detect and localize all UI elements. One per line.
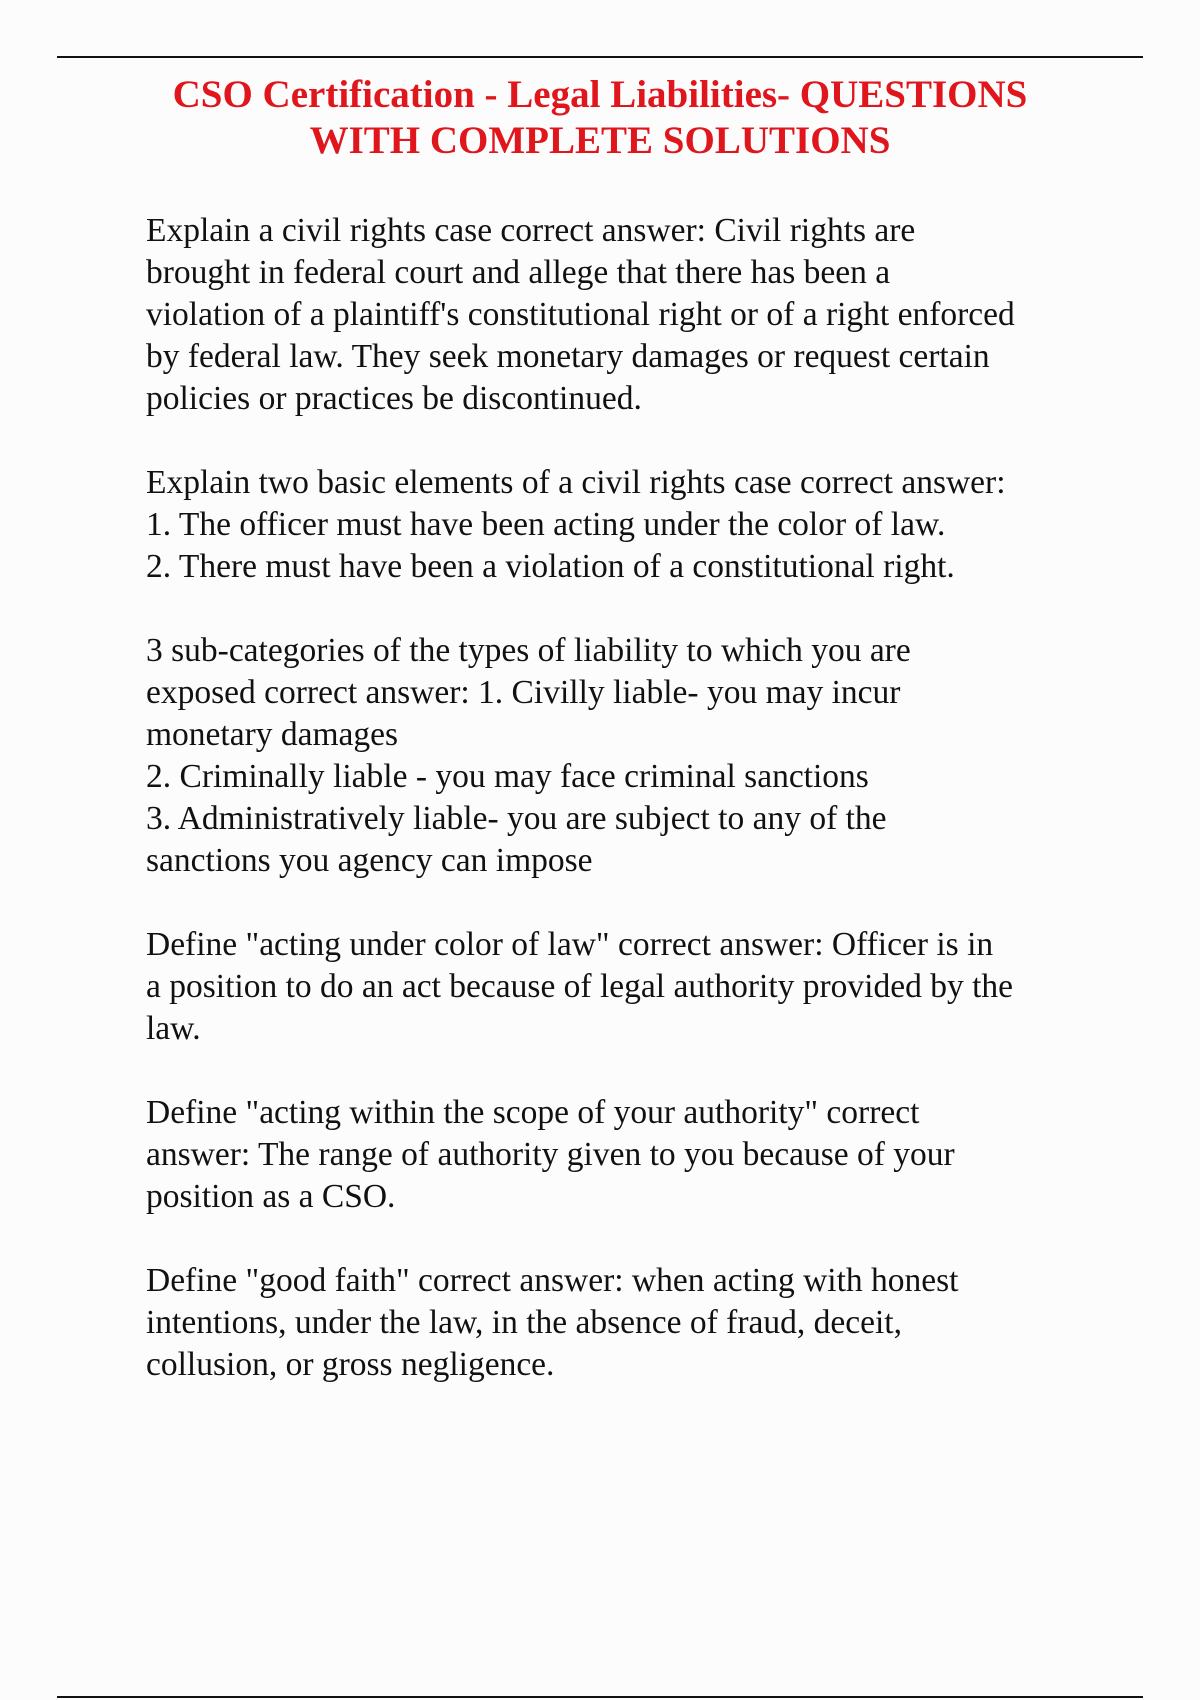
qa-line: Explain a civil rights case correct answer: Civil rights are <box>146 212 916 249</box>
qa-line: by federal law. They seek monetary damages or request certain <box>146 338 990 375</box>
qa-item-liability-subcategories <box>146 630 1126 882</box>
qa-line: answer: The range of authority given to you because of your <box>146 1136 955 1173</box>
qa-line: brought in federal court and allege that there has been a <box>146 254 891 291</box>
qa-line: position as a CSO. <box>146 1178 396 1215</box>
title-line: WITH COMPLETE SOLUTIONS <box>309 119 891 162</box>
qa-line: 2. There must have been a violation of a constitutional right. <box>146 548 955 585</box>
qa-line: Explain two basic elements of a civil rights case correct answer: <box>146 464 1006 501</box>
qa-line: 2. Criminally liable - you may face criminal sanctions <box>146 758 869 795</box>
qa-line: monetary damages <box>146 716 399 753</box>
qa-line: law. <box>146 1010 201 1047</box>
bottom-rule <box>57 1696 1143 1698</box>
document-title <box>100 72 1100 164</box>
qa-line: 3 sub-categories of the types of liability to which you are <box>146 632 911 669</box>
qa-line: violation of a plaintiff's constitutional right or of a right enforced <box>146 296 1015 333</box>
qa-list <box>146 210 1126 1428</box>
qa-line: Define "good faith" correct answer: when acting with honest <box>146 1262 959 1299</box>
qa-line: exposed correct answer: 1. Civilly liable- you may incur <box>146 674 901 711</box>
qa-line: collusion, or gross negligence. <box>146 1346 555 1383</box>
qa-line: 3. Administratively liable- you are subject to any of the <box>146 800 887 837</box>
top-rule <box>57 56 1143 58</box>
title-line: CSO Certification - Legal Liabilities- QUESTIONS <box>172 73 1028 116</box>
qa-line: sanctions you agency can impose <box>146 842 593 879</box>
qa-item-color-of-law <box>146 924 1126 1050</box>
qa-line: Define "acting under color of law" correct answer: Officer is in <box>146 926 994 963</box>
qa-line: policies or practices be discontinued. <box>146 380 642 417</box>
qa-item-civil-rights-case <box>146 210 1126 420</box>
qa-item-two-basic-elements <box>146 462 1126 588</box>
qa-line: Define "acting within the scope of your authority" correct <box>146 1094 920 1131</box>
qa-line: 1. The officer must have been acting under the color of law. <box>146 506 946 543</box>
qa-line: a position to do an act because of legal authority provided by the <box>146 968 1014 1005</box>
qa-line: intentions, under the law, in the absence of fraud, deceit, <box>146 1304 902 1341</box>
qa-item-good-faith <box>146 1260 1126 1386</box>
qa-item-scope-of-authority <box>146 1092 1126 1218</box>
